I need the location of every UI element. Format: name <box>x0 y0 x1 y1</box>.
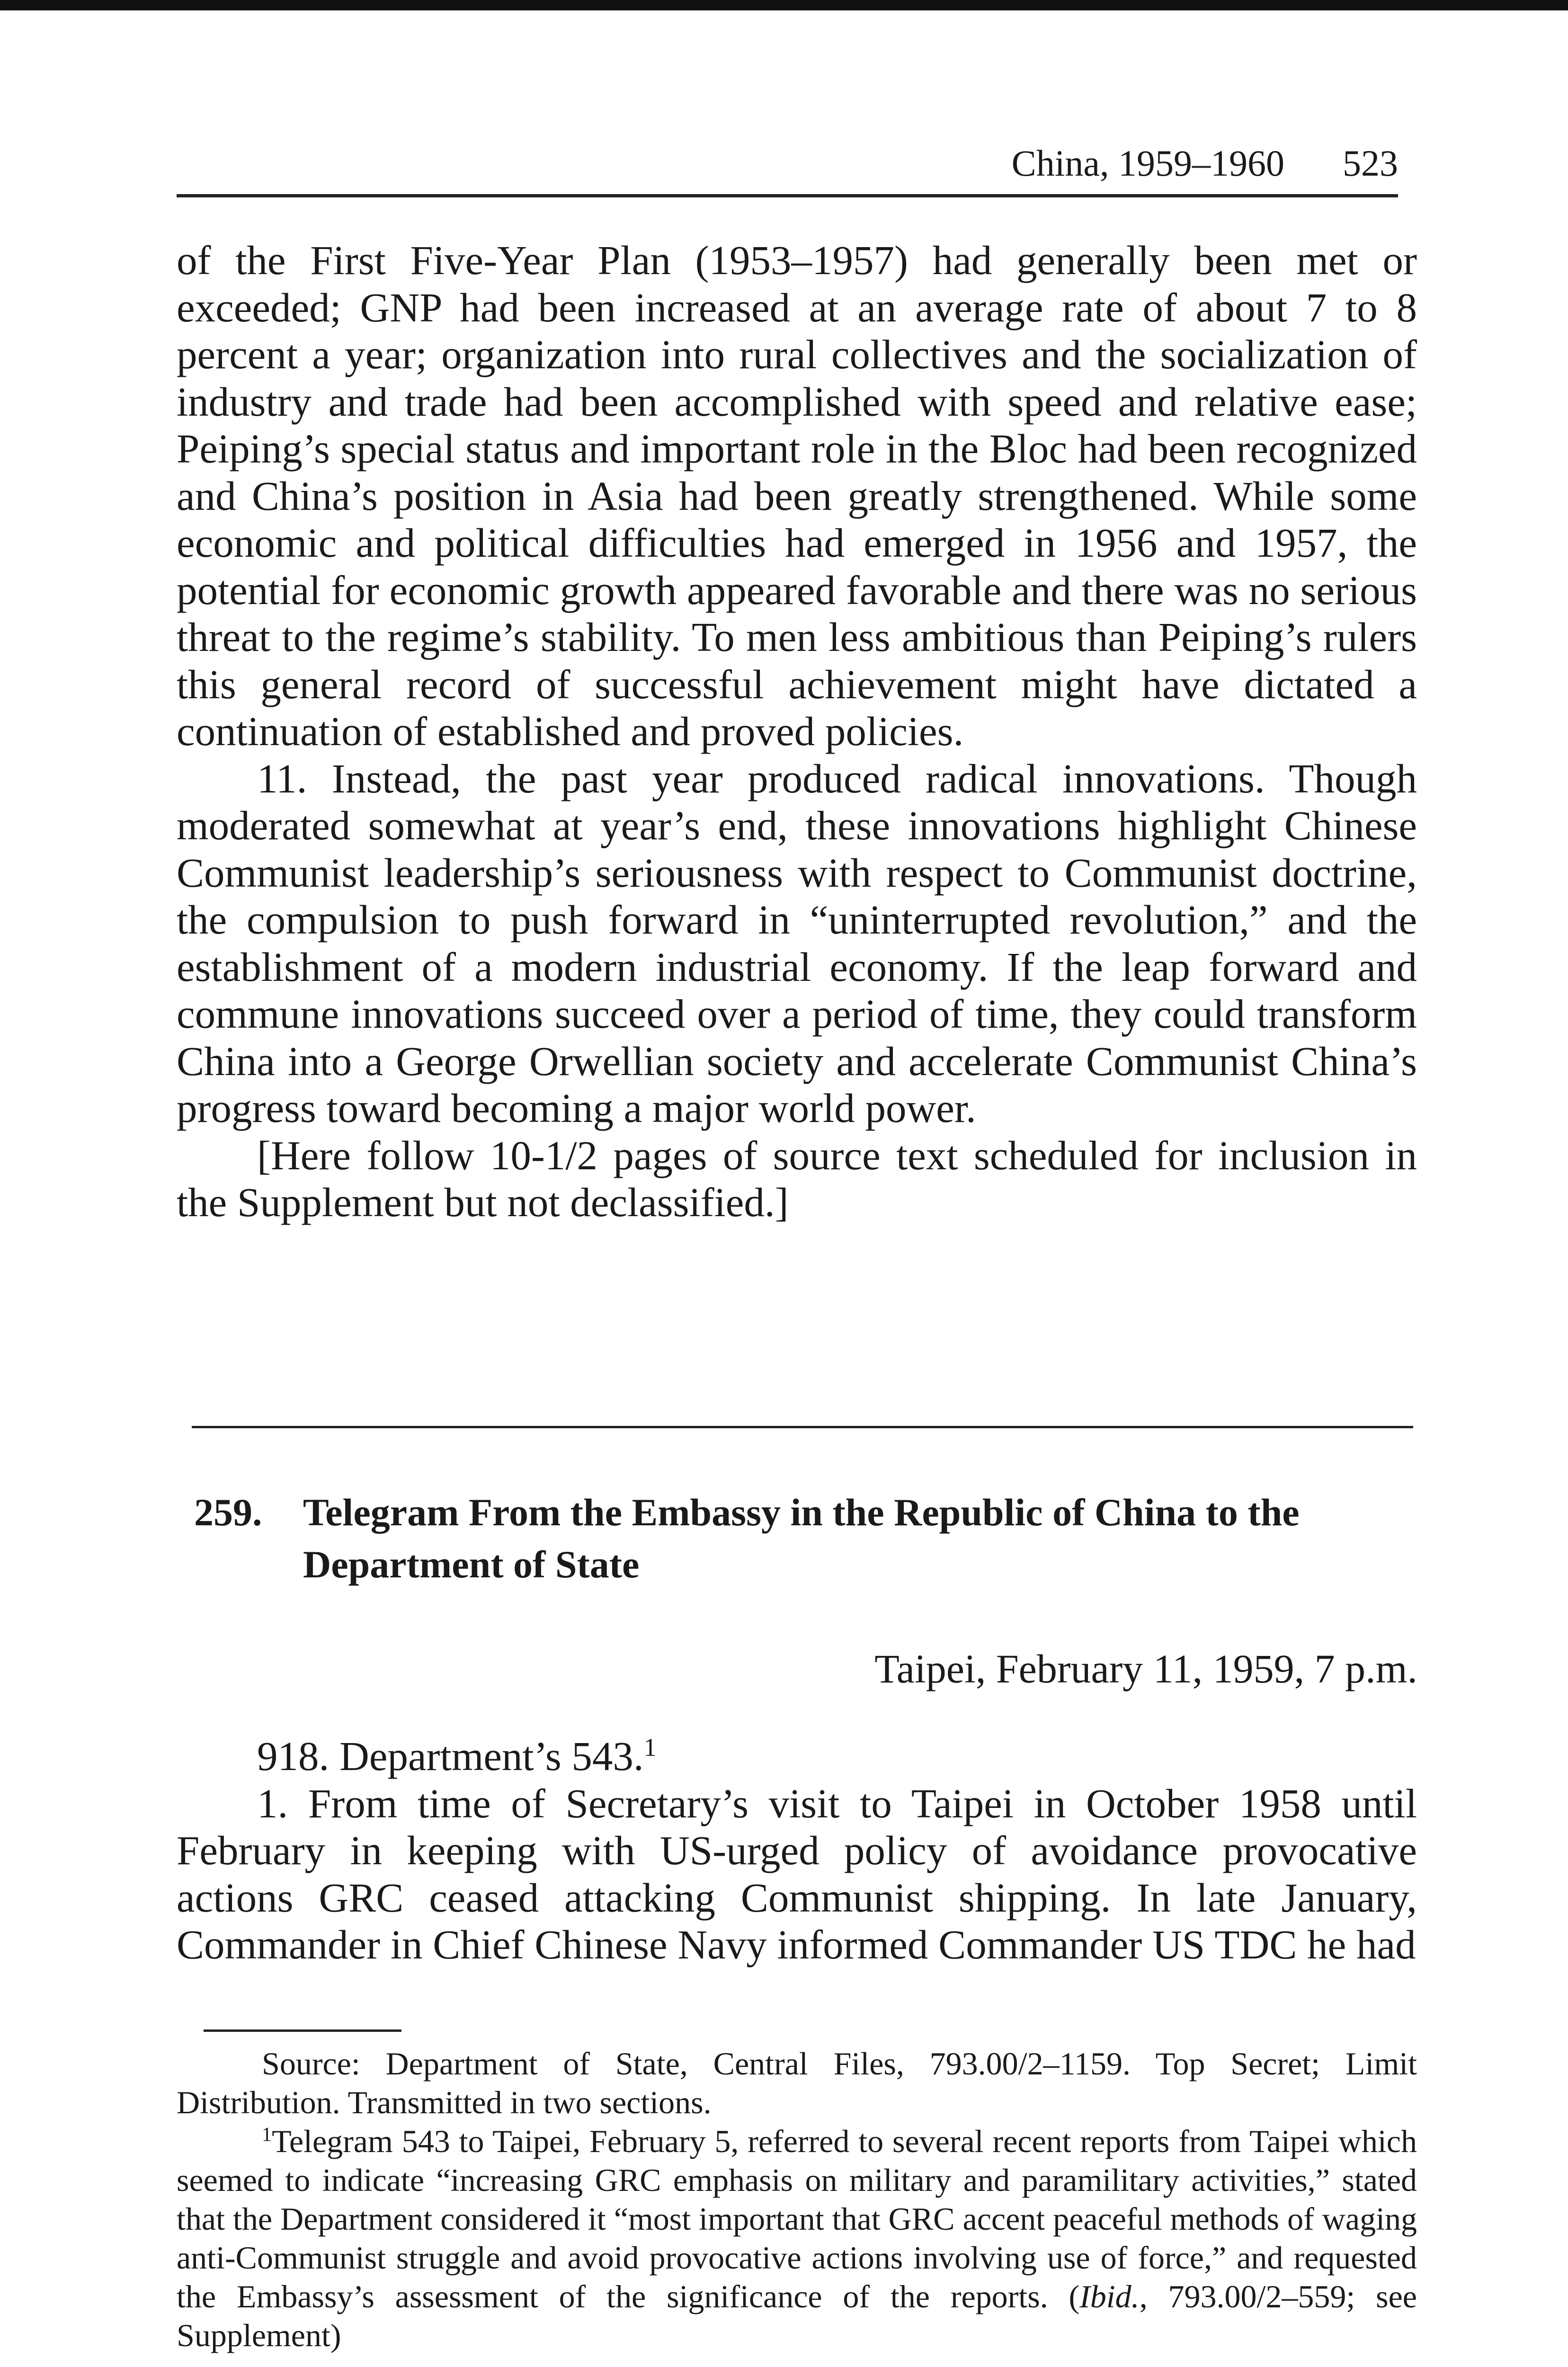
telegram-paragraph-1: 1. From time of Secretary’s visit to Taipei in October 1958 until February in keeping with US-urged policy of avoidance provocative actions GRC ceased attacking Communist shipping. In late January, Commander in Chief Chinese Navy informed Commander US TDC he had <box>177 1780 1417 1967</box>
document-number: 259. <box>194 1491 262 1534</box>
footnote-1-tail: , 793.00/2–559; see Supplement) <box>177 2278 1417 2353</box>
footnote-marker: 1 <box>643 1733 657 1762</box>
footnotes <box>177 2044 1417 2355</box>
footnote-rule <box>204 2029 401 2032</box>
editorial-note: [Here follow 10-1/2 pages of source text scheduled for inclusion in the Supplement but not declassified.] <box>177 1132 1417 1225</box>
footnote-1-text: Telegram 543 to Taipei, February 5, referred to several recent reports from Taipei which seemed to indicate “increasing GRC emphasis on military and paramilitary activities,” stated that the Department considered it “most important that GRC accent peaceful methods of waging anti-Communist struggle and avoid provocative actions involving use of force,” and requested the Embassy’s assessment of the significance of the reports. ( <box>177 2123 1417 2314</box>
dateline: Taipei, February 11, 1959, 7 p.m. <box>874 1646 1417 1691</box>
paragraph-11: 11. Instead, the past year produced radical innovations. Though moderated somewhat at year’s end, these innovations highlight Chinese Communist leadership’s seriousness with respect to Communist doctrine, the compulsion to push forward in “uninterrupted revolution,” and the establishment of a modern industrial economy. If the leap forward and commune innovations succeed over a period of time, they could transform China into a George Orwellian society and accelerate Communist China’s progress toward becoming a major world power. <box>177 755 1417 1131</box>
document-heading <box>194 1486 1416 1591</box>
section-divider <box>192 1426 1413 1428</box>
source-note: Source: Department of State, Central Files, 793.00/2–1159. Top Secret; Limit Distribution. Transmitted in two sections. <box>177 2046 1417 2120</box>
footnote-1 <box>177 2122 1417 2355</box>
running-head-title: China, 1959–1960 <box>1011 142 1284 184</box>
document-title: Telegram From the Embassy in the Republic of China to the Department of State <box>303 1491 1300 1586</box>
telegram-body <box>177 1733 1417 1968</box>
scan-top-edge <box>0 0 1568 10</box>
footnote-1-marker: 1 <box>262 2123 272 2146</box>
page-number: 523 <box>1343 142 1398 184</box>
reference-line <box>177 1733 1417 1780</box>
paragraph-continued: of the First Five-Year Plan (1953–1957) had generally been met or exceeded; GNP had been increased at an average rate of about 7 to 8 percent a year; organization into rural collectives and the socialization of industry and trade had been accomplished with speed and relative ease; Peiping’s special status and important role in the Bloc had been recognized and China’s position in Asia had been greatly strengthened. While some economic and political difficulties had emerged in 1956 and 1957, the potential for economic growth appeared favorable and there was no serious threat to the regime’s stability. To men less ambitious than Peiping’s rulers this general record of successful achievement might have dictated a continuation of established and proved policies. <box>177 237 1417 754</box>
running-head <box>177 133 1398 197</box>
footnote-1-ibid: Ibid. <box>1079 2278 1140 2314</box>
continued-text <box>177 237 1417 1226</box>
reference-text: 918. Department’s 543. <box>257 1733 644 1779</box>
